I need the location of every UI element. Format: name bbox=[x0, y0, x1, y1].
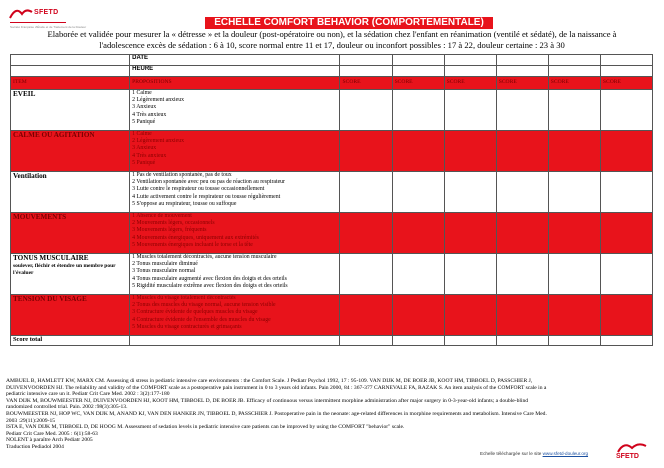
total-cell[interactable] bbox=[340, 336, 392, 346]
item-row-tonus bbox=[11, 254, 653, 295]
subtitle-line: Elaborée et validée pour mesurer la « détresse » et la douleur (post-opératoire ou non), et la sédation chez l'enfant en réanimation (ventilé et sédaté), de la naissance à bbox=[47, 29, 617, 39]
footer-logo-graphic-icon bbox=[612, 440, 652, 454]
proposition: 2 Ventilation spontanée avec peu ou pas de réaction au respirateur bbox=[132, 179, 285, 186]
score-cell[interactable] bbox=[444, 213, 496, 254]
footer-note bbox=[480, 451, 588, 456]
score-cell[interactable] bbox=[600, 213, 652, 254]
score-cell[interactable] bbox=[548, 90, 600, 131]
date-row bbox=[11, 55, 653, 66]
score-cell[interactable] bbox=[392, 254, 444, 295]
score-cell[interactable] bbox=[392, 131, 444, 172]
item-instruction: soulever, fléchir et étendre un membre pour l'évaluer bbox=[13, 263, 116, 276]
score-header: SCORE bbox=[600, 77, 652, 90]
score-cell[interactable] bbox=[496, 172, 548, 213]
score-cell[interactable] bbox=[444, 295, 496, 336]
logo-tagline: Société Française d'Étude et de Traitement de la Douleur bbox=[10, 25, 87, 29]
proposition: 1 Pas de ventilation spontanée, pas de toux bbox=[132, 172, 232, 178]
heure-cell[interactable] bbox=[600, 66, 652, 77]
proposition: 5 Paniqué bbox=[132, 118, 156, 125]
reference-line: 2003 :29(11):2009-15 bbox=[6, 417, 56, 424]
score-cell[interactable] bbox=[340, 295, 392, 336]
empty-cell bbox=[11, 66, 130, 77]
proposition: 5 Rigidité musculaire extrême avec flexion des doigts et des orteils bbox=[132, 282, 288, 289]
heure-cell[interactable] bbox=[548, 66, 600, 77]
score-cell[interactable] bbox=[392, 90, 444, 131]
score-cell[interactable] bbox=[600, 254, 652, 295]
item-row-tension-visage bbox=[11, 295, 653, 336]
score-cell[interactable] bbox=[340, 172, 392, 213]
score-header: SCORE bbox=[340, 77, 392, 90]
proposition: 3 Mouvements légers, fréquents bbox=[132, 227, 207, 234]
score-cell[interactable] bbox=[548, 172, 600, 213]
proposition: 1 Calme bbox=[132, 90, 152, 96]
item-propositions bbox=[130, 131, 340, 172]
total-cell[interactable] bbox=[600, 336, 652, 346]
proposition: 5 Mouvements énergiques incluant le torse et la tête bbox=[132, 241, 253, 248]
item-label: TENSION DU VISAGE bbox=[11, 295, 130, 336]
proposition: 2 Légèrement anxieux bbox=[132, 97, 184, 104]
proposition: 1 Calme bbox=[132, 131, 152, 137]
item-row-eveil bbox=[11, 90, 653, 131]
date-cell[interactable] bbox=[340, 55, 392, 66]
reference-line: randomized controlled trial. Pain. 2002 :98(3):305-13. bbox=[6, 404, 128, 411]
item-propositions bbox=[130, 213, 340, 254]
item-propositions bbox=[130, 254, 340, 295]
proposition: 3 Tonus musculaire normal bbox=[132, 268, 196, 275]
logo-graphic-icon bbox=[6, 4, 34, 22]
propositions-header: PROPOSITIONS bbox=[130, 77, 340, 90]
total-cell[interactable] bbox=[548, 336, 600, 346]
item-row-ventilation bbox=[11, 172, 653, 213]
date-cell[interactable] bbox=[600, 55, 652, 66]
date-cell[interactable] bbox=[548, 55, 600, 66]
date-cell[interactable] bbox=[392, 55, 444, 66]
item-propositions bbox=[130, 172, 340, 213]
score-cell[interactable] bbox=[548, 213, 600, 254]
score-cell[interactable] bbox=[444, 90, 496, 131]
total-cell[interactable] bbox=[444, 336, 496, 346]
subtitle-line: l'adolescence excès de sédation : 6 à 10, score normal entre 11 et 17, douleur ou inconfort possibles : 17 à 22, douleur certaine : 23 à 30 bbox=[99, 40, 565, 50]
column-header-row bbox=[11, 77, 653, 90]
proposition: 2 Tonus des muscles du visage normal, aucune tension visible bbox=[132, 302, 276, 309]
score-cell[interactable] bbox=[548, 295, 600, 336]
score-header: SCORE bbox=[444, 77, 496, 90]
proposition: 5 Paniqué bbox=[132, 159, 156, 166]
references bbox=[6, 378, 656, 451]
proposition: 1 Muscles totalement décontractés, aucune tension musculaire bbox=[132, 254, 277, 260]
proposition: 3 Anxieux bbox=[132, 145, 157, 152]
score-cell[interactable] bbox=[600, 131, 652, 172]
score-cell[interactable] bbox=[600, 172, 652, 213]
score-cell[interactable] bbox=[340, 90, 392, 131]
proposition: 5 Muscles du visage contracturés et grimaçants bbox=[132, 323, 242, 330]
score-cell[interactable] bbox=[496, 295, 548, 336]
reference-line: VAN DIJK M, BOUWMEESTER NJ, DUIVENVOORDEN HJ, KOOT HM, TIBBOEL D, DE BOER JB. Efficacy of continuous versus intermittent morphine administration after major surgery in 0-3-year-old infants; a double-blind bbox=[6, 397, 529, 404]
proposition: 4 Lutte activement contre le respirateur ou tousse régulièrement bbox=[132, 193, 281, 200]
score-cell[interactable] bbox=[600, 90, 652, 131]
proposition: 5 S'oppose au respirateur, tousse ou suffoque bbox=[132, 200, 237, 207]
score-cell[interactable] bbox=[340, 213, 392, 254]
proposition: 2 Mouvements légers, occasionnels bbox=[132, 220, 215, 227]
proposition: 4 Tonus musculaire augmenté avec flexion des doigts et des orteils bbox=[132, 275, 287, 282]
heure-row bbox=[11, 66, 653, 77]
score-cell[interactable] bbox=[496, 213, 548, 254]
reference-line: ISTA E, VAN DIJK M, TIBBOEL D, DE HOOG M. Assessment of sedation levels in pediatric intensive care patients can be improved by using the COMFORT "behavior" scale. bbox=[6, 424, 405, 431]
proposition: 1 Absence de mouvement bbox=[132, 213, 192, 219]
comfort-scale-table bbox=[10, 54, 653, 346]
item-propositions bbox=[130, 295, 340, 336]
score-cell[interactable] bbox=[340, 131, 392, 172]
logo-divider bbox=[10, 22, 66, 23]
proposition: 3 Anxieux bbox=[132, 104, 157, 111]
empty-cell bbox=[130, 336, 340, 346]
score-cell[interactable] bbox=[392, 295, 444, 336]
logo-text: SFETD bbox=[34, 9, 59, 16]
proposition: 4 Très anxieux bbox=[132, 111, 167, 118]
heure-cell[interactable] bbox=[392, 66, 444, 77]
score-cell[interactable] bbox=[600, 295, 652, 336]
item-label: MOUVEMENTS bbox=[11, 213, 130, 254]
score-cell[interactable] bbox=[444, 172, 496, 213]
item-label: CALME OU AGITATION bbox=[11, 131, 130, 172]
score-cell[interactable] bbox=[496, 254, 548, 295]
score-cell[interactable] bbox=[444, 254, 496, 295]
total-row bbox=[11, 336, 653, 346]
score-cell[interactable] bbox=[548, 131, 600, 172]
reference-line: BOUWMEESTER NJ, HOP WC, VAN DIJK M, ANAND KJ, VAN DEN HANKER JN, TIBBOEL D, PASSCHIER J. Postoperative pain in the neonate: age-related differences in morphine requirements and metabolism. Intensive Care Med. bbox=[6, 410, 547, 417]
page-title: ECHELLE COMFORT BEHAVIOR (COMPORTEMENTALE) bbox=[205, 17, 493, 29]
score-cell[interactable] bbox=[392, 213, 444, 254]
score-cell[interactable] bbox=[444, 131, 496, 172]
item-propositions bbox=[130, 90, 340, 131]
footer-link[interactable]: www.sfetd-douleur.org bbox=[542, 451, 589, 456]
score-header: SCORE bbox=[392, 77, 444, 90]
item-row-calme bbox=[11, 131, 653, 172]
heure-label: HEURE bbox=[130, 66, 340, 77]
score-cell[interactable] bbox=[392, 172, 444, 213]
empty-cell bbox=[11, 55, 130, 66]
item-header: ITEM bbox=[11, 77, 130, 90]
item-label: Ventilation bbox=[11, 172, 130, 213]
footer-logo-text: SFETD bbox=[616, 453, 639, 460]
proposition: 3 Lutte contre le respirateur ou tousse occasionnellement bbox=[132, 186, 265, 193]
score-cell[interactable] bbox=[496, 131, 548, 172]
reference-line: DUIVENVOORDEN HJ. The reliability and validity of the COMFORT scale as a postoperative pain instrument in 0 to 3 years old infants. Pain 2000, 84 : 367-377 CARNEVALE FA, RAZAK S. An item analysis of the COMFORT scale in a bbox=[6, 384, 547, 391]
score-cell[interactable] bbox=[548, 254, 600, 295]
proposition: 2 Légèrement anxieux bbox=[132, 138, 184, 145]
reference-line: Pediatr Crit Care Med. 2005 : 6(1):58-63 bbox=[6, 430, 98, 437]
proposition: 4 Très anxieux bbox=[132, 152, 167, 159]
proposition: 4 Contracture évidente de l'ensemble des muscles du visage bbox=[132, 316, 271, 323]
item-title: TONUS MUSCULAIRE bbox=[13, 254, 89, 262]
footer-logo bbox=[612, 440, 654, 466]
reference-line: pediatric intensive care un it. Pediatr Crit Care Med. 2002 : 3(2):177-180 bbox=[6, 391, 170, 398]
proposition: 2 Tonus musculaire diminué bbox=[132, 261, 198, 268]
page-subtitle bbox=[20, 29, 644, 51]
score-header: SCORE bbox=[548, 77, 600, 90]
score-cell[interactable] bbox=[496, 90, 548, 131]
item-row-mouvements bbox=[11, 213, 653, 254]
reference-line: NOLENT à paraître Arch Pediatr 2005 bbox=[6, 437, 93, 444]
heure-cell[interactable] bbox=[444, 66, 496, 77]
total-label: Score total bbox=[11, 336, 130, 346]
proposition: 3 Contracture évidente de quelques muscles du visage bbox=[132, 309, 258, 316]
score-header: SCORE bbox=[496, 77, 548, 90]
total-cell[interactable] bbox=[392, 336, 444, 346]
proposition: 1 Muscles du visage totalement décontractés bbox=[132, 295, 236, 301]
total-cell[interactable] bbox=[496, 336, 548, 346]
item-label: EVEIL bbox=[11, 90, 130, 131]
reference-line: Traduction Pediadol 2004 bbox=[6, 443, 64, 450]
footer-text: Echelle téléchargée sur le site bbox=[480, 451, 542, 456]
heure-cell[interactable] bbox=[340, 66, 392, 77]
score-cell[interactable] bbox=[340, 254, 392, 295]
date-label: DATE bbox=[130, 55, 340, 66]
date-cell[interactable] bbox=[496, 55, 548, 66]
date-cell[interactable] bbox=[444, 55, 496, 66]
reference-line: AMBUEL B, HAMLETT KW, MARX CM. Assessing di stress in pediatric intensive care environments : the Comfort Scale. J Pediatr Psychol 1992, 17 : 95-109. VAN DIJK M, DE BOER JB, KOOT HM, TIBBOEL D, PASSCHIER J, bbox=[6, 378, 533, 384]
item-label bbox=[11, 254, 130, 295]
heure-cell[interactable] bbox=[496, 66, 548, 77]
proposition: 4 Mouvements énergiques, uniquement aux extrémités bbox=[132, 234, 259, 241]
